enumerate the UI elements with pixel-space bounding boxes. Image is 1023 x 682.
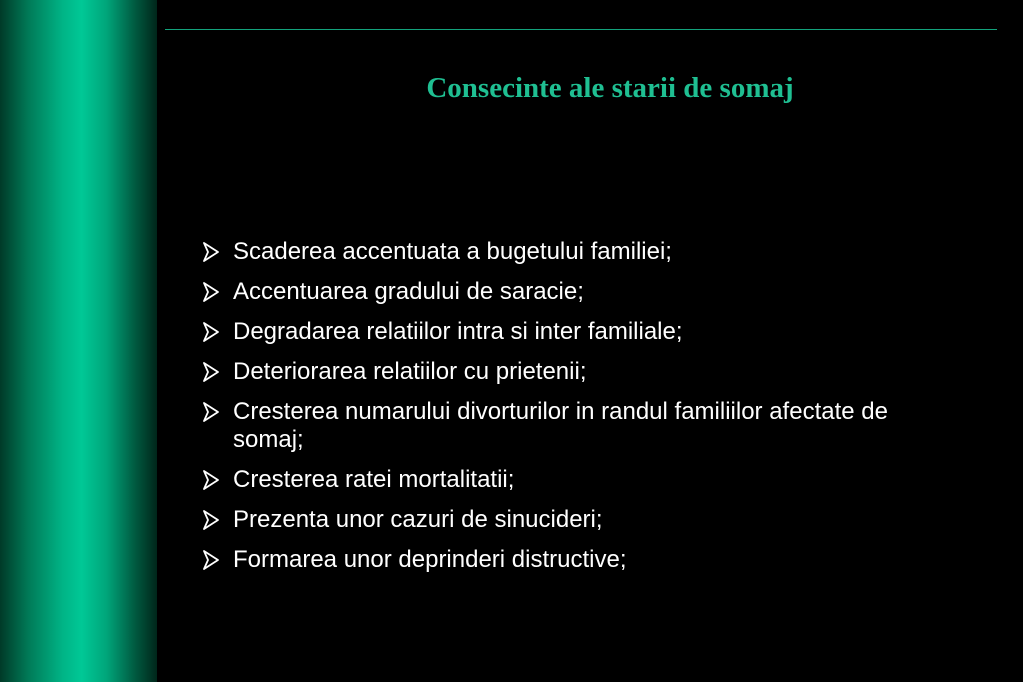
bullet-text: Prezenta unor cazuri de sinucideri; [233,506,603,533]
bullet-text: Scaderea accentuata a bugetului familiei; [233,238,672,265]
list-item [200,506,960,534]
arrow-bullet-icon [200,548,222,572]
bullet-text: Deteriorarea relatiilor cu prietenii; [233,358,587,385]
bullet-list [200,238,960,586]
arrow-bullet-icon [200,280,222,304]
arrow-bullet-icon [200,508,222,532]
arrow-bullet-icon [200,468,222,492]
bullet-text: Accentuarea gradului de saracie; [233,278,584,305]
list-item [200,358,960,386]
decorative-side-band [0,0,157,682]
top-divider-line [165,29,997,30]
arrow-bullet-icon [200,240,222,264]
arrow-bullet-icon [200,360,222,384]
list-item [200,238,960,266]
bullet-text: Degradarea relatiilor intra si inter familiale; [233,318,683,345]
arrow-bullet-icon [200,320,222,344]
slide-title: Consecinte ale starii de somaj [426,72,794,104]
list-item [200,398,960,454]
bullet-text: Formarea unor deprinderi distructive; [233,546,627,573]
list-item [200,278,960,306]
bullet-text: Cresterea numarului divorturilor in randul familiilor afectate de somaj; [233,398,888,453]
list-item [200,318,960,346]
arrow-bullet-icon [200,400,222,424]
bullet-text: Cresterea ratei mortalitatii; [233,466,515,493]
list-item [200,466,960,494]
list-item [200,546,960,574]
